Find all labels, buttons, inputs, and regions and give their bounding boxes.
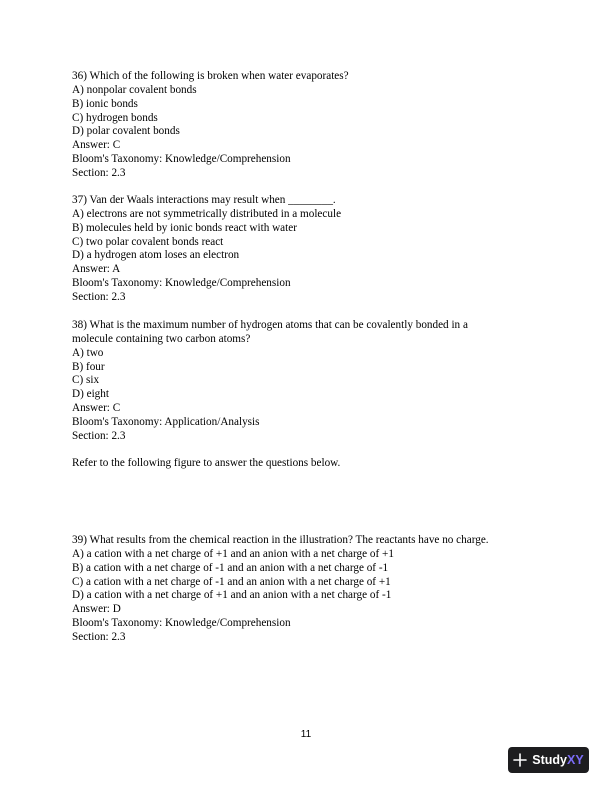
option-b: B) molecules held by ionic bonds react with water (72, 221, 297, 234)
option-c: C) two polar covalent bonds react (72, 235, 224, 248)
option-d: D) a hydrogen atom loses an electron (72, 249, 240, 262)
answer: Answer: A (72, 263, 121, 276)
section: Section: 2.3 (72, 429, 126, 442)
blooms-taxonomy: Bloom's Taxonomy: Knowledge/Comprehension (72, 153, 291, 166)
figure-reference-note (72, 457, 542, 471)
answer: Answer: C (72, 139, 121, 152)
plus-icon (513, 753, 527, 767)
question-stem: 39) What results from the chemical reaction in the illustration? The reactants have no charge. (72, 534, 489, 546)
option-c: C) six (72, 374, 100, 387)
section: Section: 2.3 (72, 290, 126, 303)
blooms-taxonomy: Bloom's Taxonomy: Application/Analysis (72, 415, 260, 428)
blooms-taxonomy: Bloom's Taxonomy: Knowledge/Comprehension (72, 617, 291, 630)
brand-name-main: Study (532, 753, 568, 767)
blooms-taxonomy: Bloom's Taxonomy: Knowledge/Comprehension (72, 277, 291, 290)
question-37 (72, 194, 542, 305)
question-stem: 37) Van der Waals interactions may result when ________. (72, 194, 336, 206)
question-38 (72, 319, 542, 444)
option-a: A) nonpolar covalent bonds (72, 83, 197, 96)
option-b: B) a cation with a net charge of -1 and an anion with a net charge of -1 (72, 561, 389, 574)
option-c: C) a cation with a net charge of -1 and an anion with a net charge of +1 (72, 575, 391, 588)
option-c: C) hydrogen bonds (72, 111, 158, 124)
question-36 (72, 70, 542, 181)
refer-text: Refer to the following figure to answer the questions below. (72, 457, 341, 469)
option-b: B) four (72, 360, 105, 373)
answer: Answer: C (72, 402, 121, 415)
section: Section: 2.3 (72, 630, 126, 643)
section: Section: 2.3 (72, 166, 126, 179)
question-stem-line-1: 38) What is the maximum number of hydrogen atoms that can be covalently bonded in a (72, 319, 468, 331)
question-stem-line-2: molecule containing two carbon atoms? (72, 332, 251, 345)
option-d: D) a cation with a net charge of +1 and an anion with a net charge of -1 (72, 589, 392, 602)
option-a: A) a cation with a net charge of +1 and an anion with a net charge of +1 (72, 547, 394, 560)
answer: Answer: D (72, 603, 121, 616)
option-d: D) eight (72, 388, 109, 401)
studyxy-badge[interactable] (508, 747, 589, 773)
question-39 (72, 534, 542, 645)
brand-name-accent: XY (567, 753, 584, 767)
page-number: 11 (300, 729, 312, 740)
option-d: D) polar covalent bonds (72, 125, 180, 138)
option-a: A) two (72, 346, 104, 359)
option-b: B) ionic bonds (72, 97, 138, 110)
question-stem: 36) Which of the following is broken when water evaporates? (72, 70, 349, 82)
option-a: A) electrons are not symmetrically distributed in a molecule (72, 207, 342, 220)
